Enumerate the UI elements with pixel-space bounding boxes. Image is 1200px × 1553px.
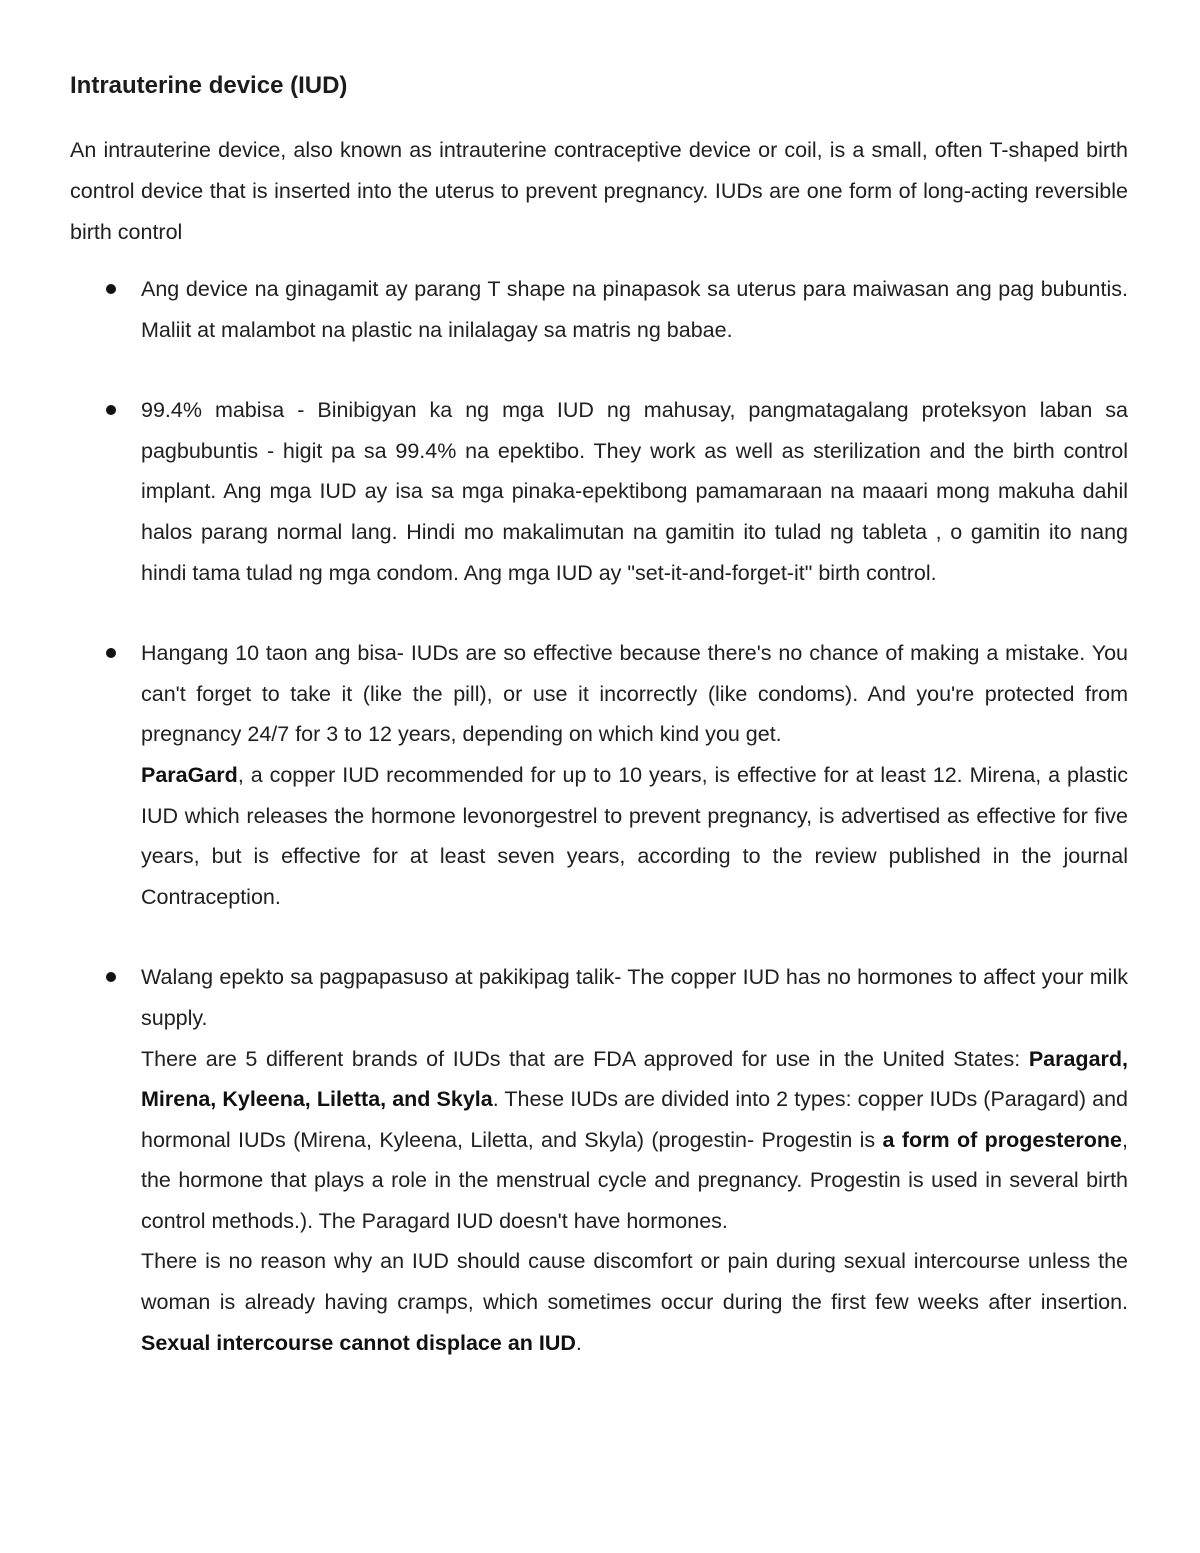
intercourse-end: . <box>575 1330 582 1355</box>
brands-paragraph <box>141 1039 1128 1242</box>
intercourse-paragraph <box>141 1241 1128 1363</box>
paragard-paragraph <box>141 755 1128 917</box>
document-page <box>70 66 1128 1403</box>
intercourse-bold: Sexual intercourse cannot displace an IUD <box>141 1330 576 1355</box>
brands-text-a: There are 5 different brands of IUDs that are FDA approved for use in the United States: <box>141 1046 1029 1071</box>
page-title: Intrauterine device (IUD) <box>70 72 348 99</box>
bullet-icon <box>106 648 116 658</box>
brands-text-b: . These IUDs are divided into 2 types: copper IUDs (Paragard) and hormonal IUDs (Mirena, Kyleena, Liletta, and Skyla) (progestin- Progestin is <box>141 1087 1129 1152</box>
intro-paragraph: An intrauterine device, also known as intrauterine contraceptive device or coil, is a small, often T-shaped birth control device that is inserted into the uterus to prevent pregnancy. IUDs are one form of long-acting reversible birth control <box>70 138 1128 244</box>
brands-text-c: , the hormone that plays a role in the menstrual cycle and pregnancy. Progestin is used in several birth control methods.). The Paragard IUD doesn't have hormones. <box>141 1127 1128 1233</box>
list-item <box>70 633 1128 917</box>
bullet-icon <box>106 972 116 982</box>
progesterone-bold: a form of progesterone <box>882 1127 1123 1152</box>
paragard-bold: ParaGard <box>141 762 238 787</box>
intercourse-text: There is no reason why an IUD should cause discomfort or pain during sexual intercourse unless the woman is already having cramps, which sometimes occur during the first few weeks after insertion. <box>141 1249 1128 1315</box>
list-item <box>70 957 1128 1363</box>
bullet-paragraph: Walang epekto sa pagpapasuso at pakikipag talik- The copper IUD has no hormones to affect your milk supply. <box>141 965 1128 1030</box>
bullet-list <box>70 269 1128 1363</box>
bullet-paragraph: Ang device na ginagamit ay parang T shape na pinapasok sa uterus para maiwasan ang pag bubuntis. Maliit at malambot na plastic na inilalagay sa matris ng babae. <box>141 277 1128 342</box>
list-item <box>70 390 1128 593</box>
paragard-text: , a copper IUD recommended for up to 10 years, is effective for at least 12. Mirena, a plastic IUD which releases the hormone levonorgestrel to prevent pregnancy, is advertised as effective for five years, but is effective for at least seven years, according to the review published in the journal Contraception. <box>141 762 1128 909</box>
brands-bold: Paragard, Mirena, Kyleena, Liletta, and Skyla <box>141 1046 1128 1112</box>
list-item <box>70 269 1128 350</box>
bullet-icon <box>106 405 116 415</box>
bullet-icon <box>106 284 116 294</box>
bullet-paragraph: Hangang 10 taon ang bisa- IUDs are so effective because there's no chance of making a mistake. You can't forget to take it (like the pill), or use it incorrectly (like condoms). And you're protected from pregnancy 24/7 for 3 to 12 years, depending on which kind you get. <box>141 641 1128 747</box>
bullet-paragraph: 99.4% mabisa - Binibigyan ka ng mga IUD ng mahusay, pangmatagalang proteksyon laban sa pagbubuntis - higit pa sa 99.4% na epektibo. They work as well as sterilization and the birth control implant. Ang mga IUD ay isa sa mga pinaka-epektibong pamamaraan na maaari mong makuha dahil halos parang normal lang. Hindi mo makalimutan na gamitin ito tulad ng tableta , o gamitin ito nang hindi tama tulad ng mga condom. Ang mga IUD ay "set-it-and-forget-it" birth control. <box>141 398 1128 585</box>
